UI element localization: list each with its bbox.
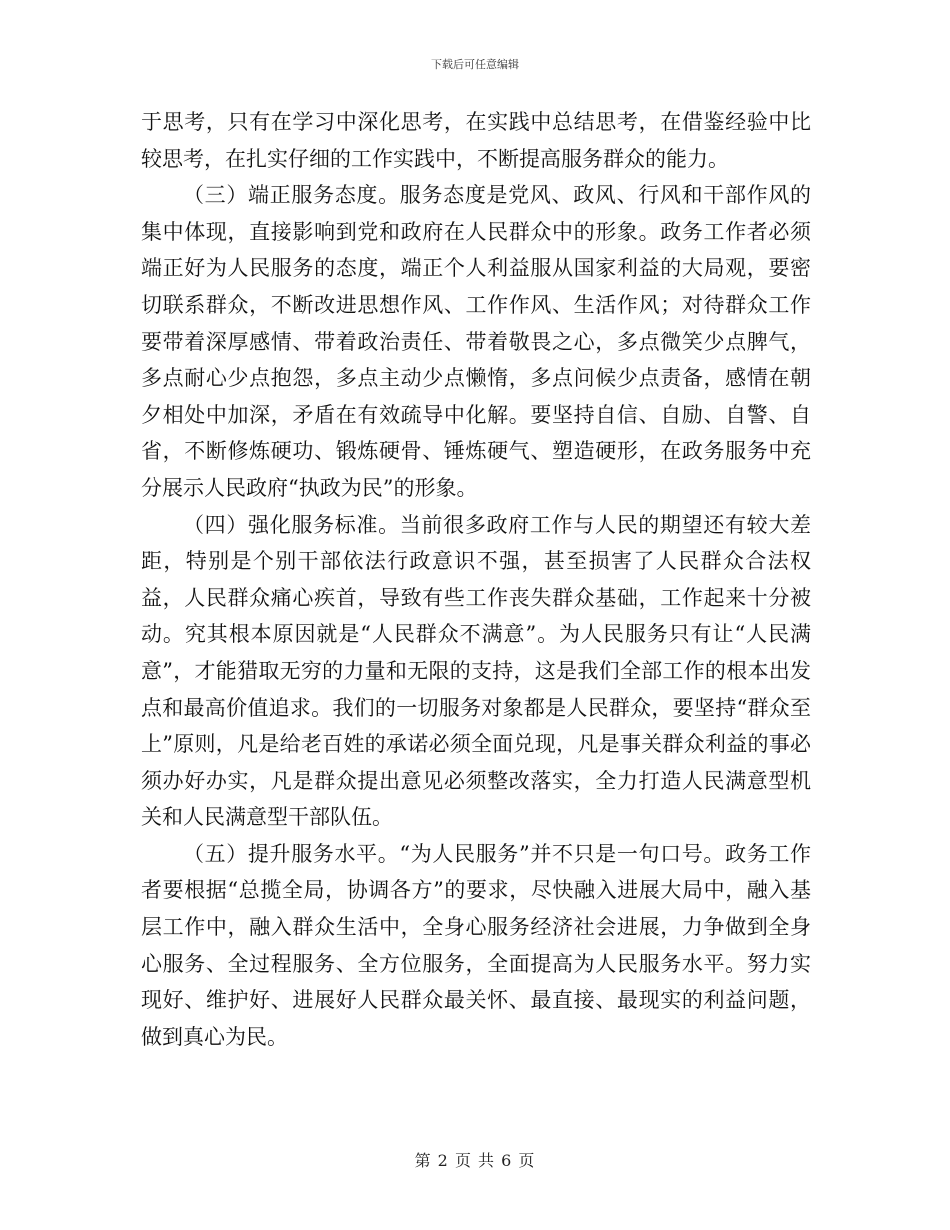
page-header: 下载后可任意编辑 (431, 58, 519, 71)
document-body (141, 104, 811, 1055)
paragraph-service-standard: （四）强化服务标准。当前很多政府工作与人民的期望还有较大差距，特别是个别干部依法行政意识不强，甚至损害了人民群众合法权益，人民群众痛心疾首，导致有些工作丧失群众基础，工作起来十分被动。究其根本原因就是“人民群众不满意”。为人民服务只有让“人民满意”，才能猎取无穷的力量和无限的支持，这是我们全部工作的根本出发点和最高价值追求。我们的一切服务对象都是人民群众，要坚持“群众至上”原则，凡是给老百姓的承诺必须全面兑现，凡是事关群众利益的事必须办好办实，凡是群众提出意见必须整改落实，全力打造人民满意型机关和人民满意型干部队伍。 (141, 512, 811, 830)
paragraph-service-attitude: （三）端正服务态度。服务态度是党风、政风、行风和干部作风的集中体现，直接影响到党和政府在人民群众中的形象。政务工作者必须端正好为人民服务的态度，端正个人利益服从国家利益的大局观，要密切联系群众，不断改进思想作风、工作作风、生活作风；对待群众工作要带着深厚感情、带着政治责任、带着敬畏之心，多点微笑少点脾气，多点耐心少点抱怨，多点主动少点懒惰，多点问候少点责备，感情在朝夕相处中加深，矛盾在有效疏导中化解。要坚持自信、自励、自警、自省，不断修炼硬功、锻炼硬骨、锤炼硬气、塑造硬形，在政务服务中充分展示人民政府“执政为民”的形象。 (141, 183, 811, 500)
page-footer: 第 2 页 共 6 页 (414, 1151, 536, 1170)
paragraph-service-level: （五）提升服务水平。“为人民服务”并不只是一句口号。政务工作者要根据“总揽全局，协调各方”的要求，尽快融入进展大局中，融入基层工作中，融入群众生活中，全身心服务经济社会进展，力争做到全身心服务、全过程服务、全方位服务，全面提高为人民服务水平。努力实现好、维护好、进展好人民群众最关怀、最直接、最现实的利益问题，做到真心为民。 (141, 841, 811, 1049)
paragraph-continuation: 于思考，只有在学习中深化思考，在实践中总结思考，在借鉴经验中比较思考，在扎实仔细的工作实践中，不断提高服务群众的能力。 (141, 110, 811, 171)
